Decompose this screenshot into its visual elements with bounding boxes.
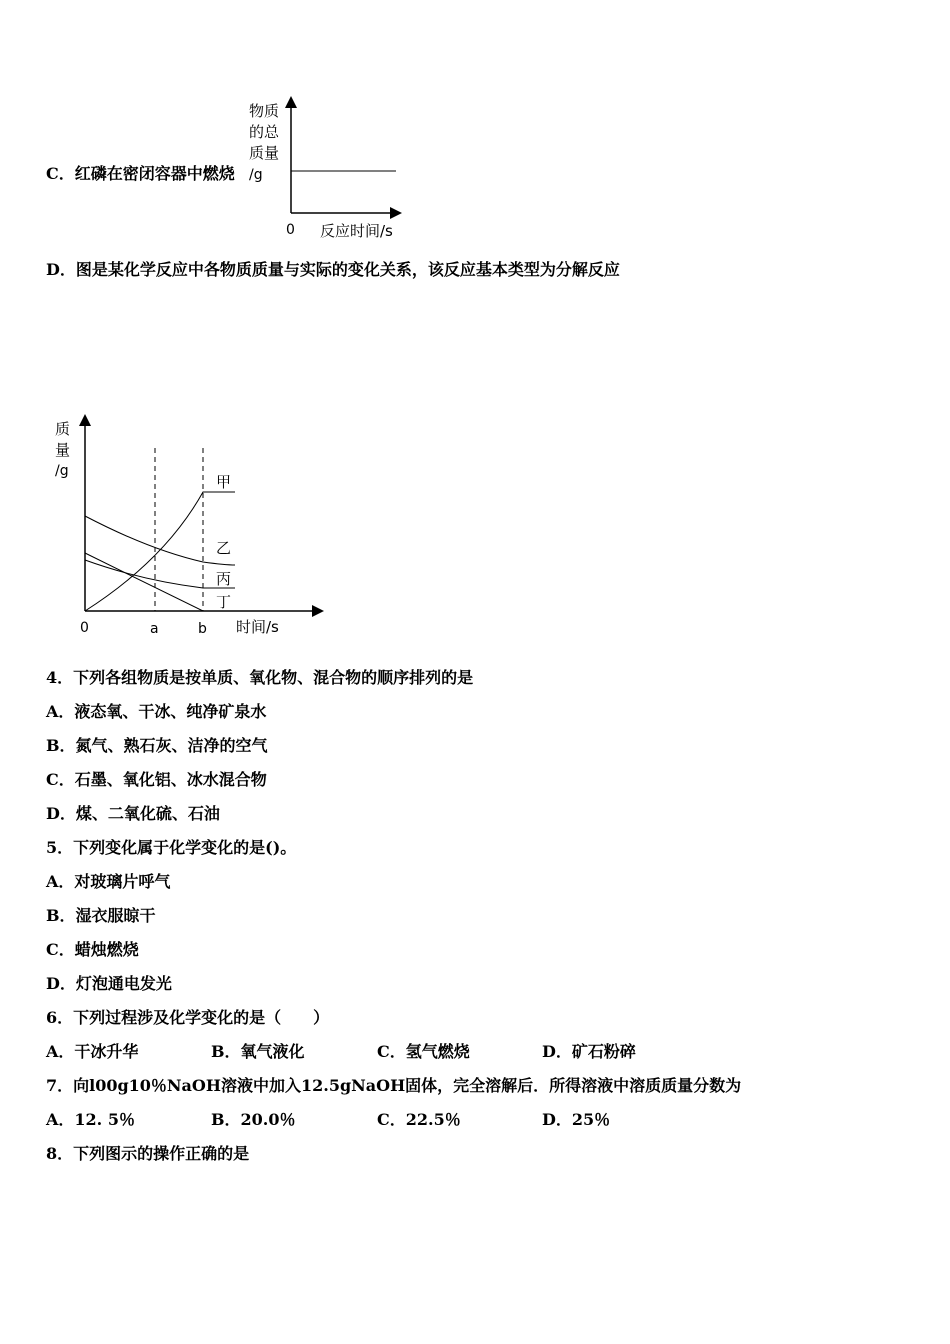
graph-d-label-yi: 乙: [216, 539, 232, 557]
q4-option-b: B．氮气、熟石灰、洁净的空气: [46, 736, 268, 755]
graph-d-curve-jia: [85, 492, 235, 611]
q7-stem: 7．向l00g10％NaOH溶液中加入12.5gNaOH固体，完全溶解后．所得溶液中溶质质量分数为: [46, 1076, 742, 1095]
q7-option-d: D．25％: [542, 1110, 611, 1129]
q5-stem: 5．下列变化属于化学变化的是()。: [46, 838, 297, 857]
graph-c-xlabel: 反应时间/s: [320, 222, 393, 240]
graph-d-ylabel-2: 量: [55, 441, 71, 459]
graph-c-ylabel-2: 的总: [249, 123, 280, 141]
graph-d-curve-yi: [85, 516, 235, 565]
q6-option-c: C．氢气燃烧: [377, 1042, 470, 1061]
graph-c-yunit: /g: [249, 167, 263, 183]
q3-option-d: D．图是某化学反应中各物质质量与实际的变化关系，该反应基本类型为分解反应: [46, 260, 620, 279]
graph-d-xlabel: 时间/s: [236, 618, 279, 636]
q7-option-c: C．22.5％: [377, 1110, 461, 1129]
graph-d-tick-a: a: [150, 621, 159, 637]
q6-option-d: D．矿石粉碎: [542, 1042, 636, 1061]
q5-option-b: B．湿衣服晾干: [46, 906, 156, 925]
graph-d-origin: 0: [80, 620, 89, 636]
graph-c-ylabel-1: 物质: [249, 102, 280, 120]
q6-stem: 6．下列过程涉及化学变化的是（ ）: [46, 1008, 330, 1027]
q4-option-a: A．液态氧、干冰、纯净矿泉水: [46, 702, 267, 721]
q3-option-c: C．红磷在密闭容器中燃烧: [46, 164, 235, 183]
graph-c-ylabel-3: 质量: [249, 144, 280, 162]
graph-d-yunit: /g: [55, 463, 69, 479]
q7-option-b: B．20.0％: [211, 1110, 296, 1129]
q4-option-c: C．石墨、氧化铝、冰水混合物: [46, 770, 267, 789]
q8-stem: 8．下列图示的操作正确的是: [46, 1144, 250, 1163]
graph-d-tick-b: b: [198, 621, 207, 637]
q5-option-d: D．灯泡通电发光: [46, 974, 172, 993]
graph-d-label-jia: 甲: [216, 473, 232, 491]
q5-option-a: A．对玻璃片呼气: [46, 872, 171, 891]
graph-d-label-ding: 丁: [216, 593, 232, 611]
q7-option-a: A．12. 5％: [46, 1110, 135, 1129]
q4-stem: 4．下列各组物质是按单质、氧化物、混合物的顺序排列的是: [46, 668, 474, 687]
graph-d-curve-ding: [85, 553, 235, 611]
graph-c-origin: 0: [286, 222, 295, 238]
q4-option-d: D．煤、二氧化硫、石油: [46, 804, 220, 823]
graph-c: [240, 96, 420, 244]
q6-option-a: A．干冰升华: [46, 1042, 139, 1061]
graph-d: [40, 410, 340, 645]
graph-d-ylabel-1: 质: [55, 420, 71, 438]
graph-d-label-bing: 丙: [216, 570, 232, 588]
q5-option-c: C．蜡烛燃烧: [46, 940, 139, 959]
q6-option-b: B．氧气液化: [211, 1042, 305, 1061]
